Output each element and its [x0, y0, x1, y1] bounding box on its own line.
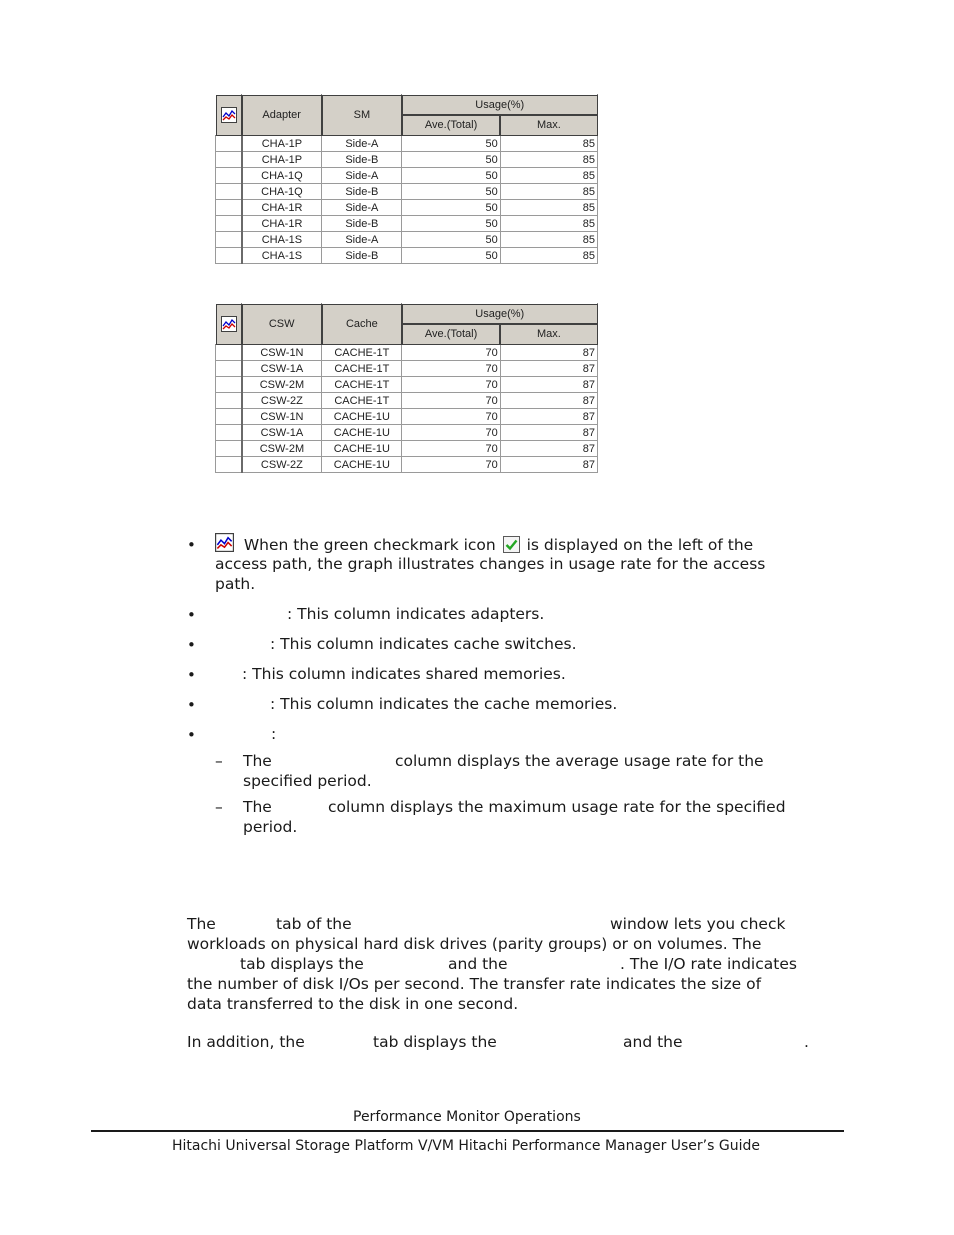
graph-checkbox-cell[interactable]	[216, 441, 242, 457]
table-row[interactable]	[216, 216, 598, 232]
table-cell-component: CSW-1A	[242, 425, 322, 441]
table-cell-ave: 70	[402, 425, 500, 441]
table-cell-max: 87	[500, 425, 597, 441]
table-cell-ave: 70	[402, 409, 500, 425]
graph-checkbox-cell[interactable]	[216, 136, 242, 152]
table-cell-ave: 50	[402, 184, 500, 200]
table-cell-ave: 70	[402, 457, 500, 473]
paragraph-text: tab displays the	[240, 955, 364, 973]
paragraph-text: and the	[448, 955, 508, 973]
bullet-marker: •	[187, 636, 196, 654]
table-cell-component: Side-B	[322, 248, 402, 264]
table-cell-component: CACHE-1T	[322, 377, 402, 393]
table-cell-max: 85	[500, 248, 597, 264]
table-cell-max: 87	[500, 377, 597, 393]
table-cell-component: Side-A	[322, 168, 402, 184]
bullet-text: When the green checkmark icon	[243, 536, 496, 554]
paragraph-text: tab of the	[276, 915, 352, 933]
table-cell-ave: 50	[402, 136, 500, 152]
table-cell-component: CSW-1N	[242, 409, 322, 425]
graph-checkbox-cell[interactable]	[216, 361, 242, 377]
paragraph-text: In addition, the	[187, 1033, 305, 1051]
paragraph-text: The	[187, 915, 216, 933]
table-row[interactable]	[216, 393, 598, 409]
table-cell-ave: 70	[402, 377, 500, 393]
table-cell-ave: 50	[402, 232, 500, 248]
table-cell-max: 87	[500, 457, 597, 473]
table-cell-max: 85	[500, 152, 597, 168]
table-row[interactable]	[216, 345, 598, 361]
graph-checkbox-cell[interactable]	[216, 168, 242, 184]
bullet-marker: •	[187, 696, 196, 714]
footer-divider	[91, 1130, 844, 1132]
table-cell-component: CACHE-1U	[322, 409, 402, 425]
paragraph-text: tab displays the	[373, 1033, 497, 1051]
paragraph-text: .	[804, 1033, 809, 1051]
table-cell-component: CACHE-1T	[322, 361, 402, 377]
bullet-marker: •	[187, 726, 196, 744]
table-cell-max: 87	[500, 345, 597, 361]
paragraph-text: window lets you check	[610, 915, 786, 933]
table-cell-ave: 70	[402, 361, 500, 377]
graph-column-header[interactable]	[216, 304, 242, 345]
table-cell-component: Side-A	[322, 200, 402, 216]
dash-marker: –	[215, 798, 223, 816]
bullet-text: period.	[243, 818, 298, 836]
paragraph-text: the number of disk I/Os per second. The transfer rate indicates the size of	[187, 975, 762, 993]
dash-marker: –	[215, 752, 223, 770]
table-cell-component: Side-B	[322, 152, 402, 168]
bullet-text: The	[243, 798, 272, 816]
graph-checkbox-cell[interactable]	[216, 457, 242, 473]
table-cell-max: 85	[500, 168, 597, 184]
table-cell-ave: 70	[402, 393, 500, 409]
bullet-text: : This column indicates shared memories.	[242, 665, 566, 683]
table-cell-component: Side-B	[322, 216, 402, 232]
table-cell-component: CHA-1R	[242, 216, 322, 232]
graph-checkbox-cell[interactable]	[216, 248, 242, 264]
graph-checkbox-cell[interactable]	[216, 409, 242, 425]
paragraph-text: and the	[623, 1033, 683, 1051]
bullet-marker: •	[187, 606, 196, 624]
graph-checkbox-cell[interactable]	[216, 232, 242, 248]
table-cell-component: CHA-1S	[242, 232, 322, 248]
table-cell-component: CACHE-1U	[322, 425, 402, 441]
table-body	[216, 136, 598, 264]
table-cell-component: CHA-1P	[242, 136, 322, 152]
graph-checkbox-cell[interactable]	[216, 425, 242, 441]
ave-total-column-header[interactable]: Ave.(Total)	[402, 115, 500, 136]
cache-column-header[interactable]: Cache	[322, 304, 402, 345]
table-cell-component: CHA-1R	[242, 200, 322, 216]
table-cell-component: CSW-2M	[242, 441, 322, 457]
table-cell-max: 85	[500, 184, 597, 200]
table-cell-component: CACHE-1U	[322, 441, 402, 457]
table-cell-max: 87	[500, 441, 597, 457]
table-cell-max: 85	[500, 232, 597, 248]
table-cell-ave: 50	[402, 216, 500, 232]
table-cell-component: Side-B	[322, 184, 402, 200]
table-body	[216, 345, 598, 473]
table-row[interactable]	[216, 168, 598, 184]
table-cell-ave: 50	[402, 152, 500, 168]
table-cell-max: 87	[500, 393, 597, 409]
graph-column-header[interactable]	[216, 95, 242, 136]
table-cell-component: CACHE-1T	[322, 345, 402, 361]
bullet-text: column displays the average usage rate for the	[395, 752, 764, 770]
bullet-text: :	[271, 725, 277, 743]
table-row[interactable]	[216, 361, 598, 377]
adapter-column-header[interactable]: Adapter	[242, 95, 322, 136]
bullet-text: column displays the maximum usage rate for the specified	[328, 798, 786, 816]
table-row[interactable]	[216, 425, 598, 441]
bullet-text: access path, the graph illustrates changes in usage rate for the access	[215, 555, 766, 573]
green-checkmark-icon	[503, 536, 520, 553]
table-cell-component: Side-A	[322, 232, 402, 248]
max-column-header[interactable]: Max.	[500, 115, 597, 136]
bullet-text: is displayed on the left of the	[526, 536, 754, 554]
table-row[interactable]	[216, 152, 598, 168]
table-row[interactable]	[216, 184, 598, 200]
table-cell-component: CSW-1N	[242, 345, 322, 361]
table-cell-ave: 50	[402, 168, 500, 184]
table-cell-ave: 70	[402, 441, 500, 457]
bullet-graph-line1	[215, 533, 753, 555]
footer-section-title: Performance Monitor Operations	[353, 1109, 581, 1125]
bullet-text: specified period.	[243, 772, 372, 790]
table-cell-component: CHA-1P	[242, 152, 322, 168]
graph-checkbox-cell[interactable]	[216, 184, 242, 200]
csw-column-header[interactable]: CSW	[242, 304, 322, 345]
bullet-marker: •	[187, 536, 196, 554]
graph-checkbox-cell[interactable]	[216, 345, 242, 361]
table-cell-ave: 50	[402, 248, 500, 264]
bullet-text: : This column indicates adapters.	[287, 605, 545, 623]
table-cell-max: 87	[500, 409, 597, 425]
graph-checkbox-cell[interactable]	[216, 216, 242, 232]
usage-column-header: Usage(%)	[402, 95, 598, 116]
graph-icon	[215, 533, 234, 552]
footer-book-title: Hitachi Universal Storage Platform V/VM Hitachi Performance Manager User’s Guide	[172, 1138, 760, 1154]
bullet-marker: •	[187, 666, 196, 684]
table-cell-max: 85	[500, 216, 597, 232]
usage-table-csw	[215, 303, 598, 473]
table-row[interactable]	[216, 136, 598, 152]
usage-column-header: Usage(%)	[402, 304, 598, 325]
bullet-text: path.	[215, 575, 256, 593]
bullet-text: The	[243, 752, 272, 770]
table-cell-component: CACHE-1T	[322, 393, 402, 409]
paragraph-text: data transferred to the disk in one second.	[187, 995, 519, 1013]
bullet-text: : This column indicates the cache memories.	[270, 695, 618, 713]
paragraph-text: workloads on physical hard disk drives (parity groups) or on volumes. The	[187, 935, 762, 953]
table-cell-max: 85	[500, 200, 597, 216]
table-row[interactable]	[216, 377, 598, 393]
graph-checkbox-cell[interactable]	[216, 393, 242, 409]
table-cell-component: CHA-1S	[242, 248, 322, 264]
sm-column-header[interactable]: SM	[322, 95, 402, 136]
table-cell-component: CACHE-1U	[322, 457, 402, 473]
table-cell-component: CHA-1Q	[242, 184, 322, 200]
graph-icon	[221, 107, 237, 123]
table-cell-component: CSW-2Z	[242, 457, 322, 473]
paragraph-text: . The I/O rate indicates	[620, 955, 797, 973]
graph-checkbox-cell[interactable]	[216, 377, 242, 393]
table-cell-component: CSW-2M	[242, 377, 322, 393]
table-cell-component: CSW-2Z	[242, 393, 322, 409]
table-cell-max: 87	[500, 361, 597, 377]
table-cell-component: CSW-1A	[242, 361, 322, 377]
table-row[interactable]	[216, 409, 598, 425]
bullet-text: : This column indicates cache switches.	[270, 635, 577, 653]
table-cell-ave: 50	[402, 200, 500, 216]
graph-icon	[221, 316, 237, 332]
table-row[interactable]	[216, 457, 598, 473]
table-row[interactable]	[216, 441, 598, 457]
ave-total-column-header[interactable]: Ave.(Total)	[402, 324, 500, 345]
table-cell-component: CHA-1Q	[242, 168, 322, 184]
table-row[interactable]	[216, 248, 598, 264]
table-cell-ave: 70	[402, 345, 500, 361]
max-column-header[interactable]: Max.	[500, 324, 597, 345]
graph-checkbox-cell[interactable]	[216, 200, 242, 216]
table-cell-max: 85	[500, 136, 597, 152]
usage-table-adapter	[215, 94, 598, 264]
table-cell-component: Side-A	[322, 136, 402, 152]
table-row[interactable]	[216, 200, 598, 216]
table-row[interactable]	[216, 232, 598, 248]
graph-checkbox-cell[interactable]	[216, 152, 242, 168]
